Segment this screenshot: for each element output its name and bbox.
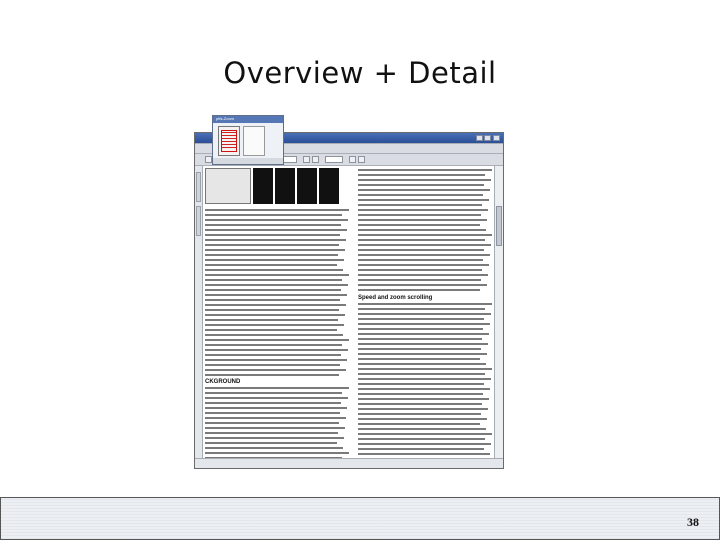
text-line bbox=[358, 378, 491, 380]
text-line bbox=[205, 284, 348, 286]
minimize-icon[interactable] bbox=[476, 135, 483, 141]
text-line bbox=[358, 413, 481, 415]
text-line bbox=[205, 304, 346, 306]
text-line bbox=[358, 254, 490, 256]
text-line bbox=[205, 269, 343, 271]
figure-thumbnail bbox=[253, 168, 273, 204]
text-line bbox=[205, 319, 338, 321]
text-line bbox=[205, 422, 339, 424]
text-line bbox=[358, 189, 490, 191]
text-line bbox=[358, 204, 482, 206]
figure-thumbnail bbox=[275, 168, 295, 204]
embedded-screenshot bbox=[194, 132, 504, 469]
text-line bbox=[205, 329, 337, 331]
text-line bbox=[205, 219, 348, 221]
text-line bbox=[358, 368, 492, 370]
text-line bbox=[205, 294, 347, 296]
text-line bbox=[205, 364, 340, 366]
text-line bbox=[358, 249, 484, 251]
text-line bbox=[205, 339, 349, 341]
overview-title: ptfs-Zoom bbox=[216, 116, 235, 121]
text-line bbox=[358, 443, 491, 445]
text-line bbox=[205, 427, 345, 429]
text-line bbox=[358, 383, 484, 385]
section-heading: Speed and zoom scrolling bbox=[358, 295, 433, 301]
text-line bbox=[205, 274, 349, 276]
text-line bbox=[358, 289, 480, 291]
text-line bbox=[205, 369, 346, 371]
text-line bbox=[358, 403, 482, 405]
overview-page bbox=[243, 126, 265, 156]
text-line bbox=[358, 363, 486, 365]
text-line bbox=[205, 334, 343, 336]
text-line bbox=[205, 249, 345, 251]
status-bar bbox=[195, 458, 503, 468]
overview-page bbox=[218, 126, 240, 156]
text-line bbox=[205, 344, 342, 346]
text-line bbox=[358, 284, 487, 286]
text-line bbox=[358, 209, 488, 211]
text-line bbox=[358, 169, 492, 171]
text-line bbox=[358, 333, 489, 335]
text-line bbox=[358, 279, 481, 281]
text-line bbox=[358, 353, 487, 355]
text-line bbox=[205, 289, 341, 291]
text-line bbox=[222, 144, 236, 145]
text-line bbox=[358, 388, 490, 390]
slide-number: 38 bbox=[687, 515, 699, 529]
side-tab-pages[interactable] bbox=[196, 206, 201, 236]
text-line bbox=[205, 392, 342, 394]
text-line bbox=[205, 437, 344, 439]
text-line bbox=[205, 244, 339, 246]
text-line bbox=[358, 313, 491, 315]
text-line bbox=[205, 447, 343, 449]
text-line bbox=[222, 132, 236, 133]
text-line bbox=[205, 452, 349, 454]
text-line bbox=[205, 407, 347, 409]
text-line bbox=[205, 324, 344, 326]
text-line bbox=[358, 343, 488, 345]
text-line bbox=[358, 303, 492, 305]
figure-thumbnail bbox=[319, 168, 339, 204]
maximize-icon[interactable] bbox=[484, 135, 491, 141]
text-line bbox=[205, 224, 341, 226]
text-line bbox=[205, 349, 348, 351]
figure-thumbnails bbox=[205, 168, 348, 204]
text-line bbox=[358, 244, 491, 246]
toolbar-button-icon[interactable] bbox=[312, 156, 319, 163]
text-line bbox=[358, 328, 483, 330]
slide-footer bbox=[0, 497, 720, 540]
text-line bbox=[358, 274, 488, 276]
text-line bbox=[358, 348, 481, 350]
text-line bbox=[358, 234, 492, 236]
text-line bbox=[358, 323, 490, 325]
text-line bbox=[358, 438, 485, 440]
text-line bbox=[222, 135, 236, 136]
text-line bbox=[205, 402, 341, 404]
toolbar-button-icon[interactable] bbox=[205, 156, 212, 163]
section-heading: CKGROUND bbox=[205, 379, 241, 385]
text-line bbox=[205, 432, 338, 434]
figure-thumbnail bbox=[297, 168, 317, 204]
text-line bbox=[358, 239, 485, 241]
text-line bbox=[358, 398, 489, 400]
text-line bbox=[358, 224, 480, 226]
text-line bbox=[222, 147, 236, 148]
text-line bbox=[358, 318, 484, 320]
text-line bbox=[358, 219, 487, 221]
scrollbar-thumb[interactable] bbox=[496, 206, 502, 246]
text-line bbox=[358, 264, 489, 266]
text-line bbox=[205, 214, 342, 216]
text-line bbox=[358, 338, 482, 340]
text-line bbox=[358, 428, 486, 430]
text-line bbox=[205, 417, 346, 419]
text-line bbox=[205, 279, 342, 281]
text-line bbox=[205, 397, 348, 399]
document-left-column bbox=[203, 167, 353, 458]
text-line bbox=[205, 359, 347, 361]
text-line bbox=[358, 358, 480, 360]
text-line bbox=[358, 214, 481, 216]
text-line bbox=[205, 229, 347, 231]
text-line bbox=[205, 314, 345, 316]
text-line bbox=[358, 418, 487, 420]
text-line bbox=[358, 448, 484, 450]
toolbar-button-icon[interactable] bbox=[349, 156, 356, 163]
side-tabs bbox=[195, 166, 203, 458]
text-line bbox=[358, 408, 488, 410]
close-icon[interactable] bbox=[493, 135, 500, 141]
text-line bbox=[205, 374, 339, 376]
text-line bbox=[358, 433, 492, 435]
text-line bbox=[358, 269, 482, 271]
overview-title-bar bbox=[213, 116, 283, 123]
text-line bbox=[358, 393, 483, 395]
text-line bbox=[205, 442, 337, 444]
text-line bbox=[358, 184, 484, 186]
text-line bbox=[205, 234, 340, 236]
text-line bbox=[205, 354, 341, 356]
text-line bbox=[205, 387, 349, 389]
text-line bbox=[205, 209, 349, 211]
text-line bbox=[222, 141, 236, 142]
text-line bbox=[205, 412, 340, 414]
overview-status-bar bbox=[213, 158, 283, 164]
document-right-column bbox=[356, 167, 495, 458]
overview-window[interactable] bbox=[212, 115, 284, 165]
slide-title: Overview + Detail bbox=[223, 56, 497, 90]
text-line bbox=[358, 308, 485, 310]
figure-thumbnail bbox=[205, 168, 251, 204]
text-line bbox=[358, 194, 483, 196]
text-line bbox=[358, 179, 491, 181]
side-tab-bookmarks[interactable] bbox=[196, 172, 201, 202]
text-line bbox=[205, 309, 339, 311]
text-line bbox=[222, 138, 236, 139]
text-line bbox=[358, 174, 485, 176]
text-line bbox=[358, 259, 483, 261]
text-line bbox=[205, 299, 340, 301]
text-line bbox=[358, 423, 480, 425]
vertical-scrollbar[interactable] bbox=[494, 166, 503, 458]
zoom-field[interactable] bbox=[325, 156, 343, 163]
text-line bbox=[205, 259, 344, 261]
text-line bbox=[358, 229, 486, 231]
toolbar-button-icon[interactable] bbox=[303, 156, 310, 163]
text-line bbox=[358, 453, 490, 455]
text-line bbox=[358, 199, 489, 201]
text-line bbox=[205, 239, 346, 241]
text-line bbox=[205, 264, 337, 266]
toolbar-button-icon[interactable] bbox=[358, 156, 365, 163]
text-line bbox=[205, 254, 338, 256]
text-line bbox=[358, 373, 485, 375]
